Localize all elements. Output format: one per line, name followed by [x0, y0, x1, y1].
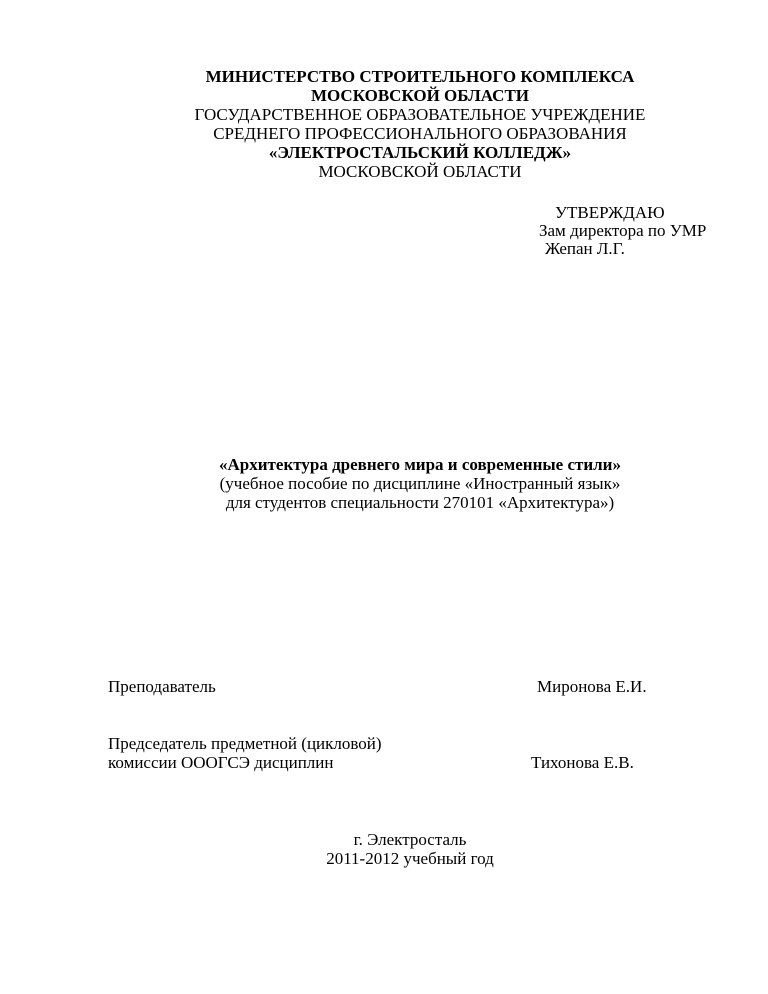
chair-name: Тихонова Е.В. — [531, 753, 634, 772]
teacher-label: Преподаватель — [108, 677, 216, 696]
footer-city: г. Электросталь — [353, 830, 467, 849]
education-level-line: СРЕДНЕГО ПРОФЕССИОНАЛЬНОГО ОБРАЗОВАНИЯ — [213, 124, 627, 143]
institution-header — [0, 68, 768, 182]
document-footer — [0, 831, 768, 869]
chair-label-line1: Председатель предметной (цикловой) — [108, 734, 382, 753]
approval-heading: УТВЕРЖДАЮ — [555, 203, 665, 222]
ministry-region-line: МОСКОВСКОЙ ОБЛАСТИ — [310, 86, 530, 105]
college-region-line: МОСКОВСКОЙ ОБЛАСТИ — [318, 162, 522, 181]
document-subtitle-line1: (учебное пособие по дисциплине «Иностранный язык» — [219, 474, 621, 493]
document-subtitle-line2: для студентов специальности 270101 «Архитектура») — [225, 493, 615, 512]
teacher-name: Миронова Е.И. — [537, 677, 647, 696]
footer-year: 2011-2012 учебный год — [326, 849, 494, 868]
approval-name: Жепан Л.Г. — [545, 239, 625, 258]
college-name-line: «ЭЛЕКТРОСТАЛЬСКИЙ КОЛЛЕДЖ» — [268, 143, 572, 162]
document-title: «Архитектура древнего мира и современные стили» — [219, 455, 621, 474]
approval-position: Зам директора по УМР — [539, 221, 707, 240]
ministry-line: МИНИСТЕРСТВО СТРОИТЕЛЬНОГО КОМПЛЕКСА — [205, 67, 635, 86]
document-title-block — [170, 456, 670, 513]
chair-label-line2: комиссии ОООГСЭ дисциплин — [108, 753, 334, 772]
institution-type-line: ГОСУДАРСТВЕННОЕ ОБРАЗОВАТЕЛЬНОЕ УЧРЕЖДЕНИЕ — [194, 105, 646, 124]
